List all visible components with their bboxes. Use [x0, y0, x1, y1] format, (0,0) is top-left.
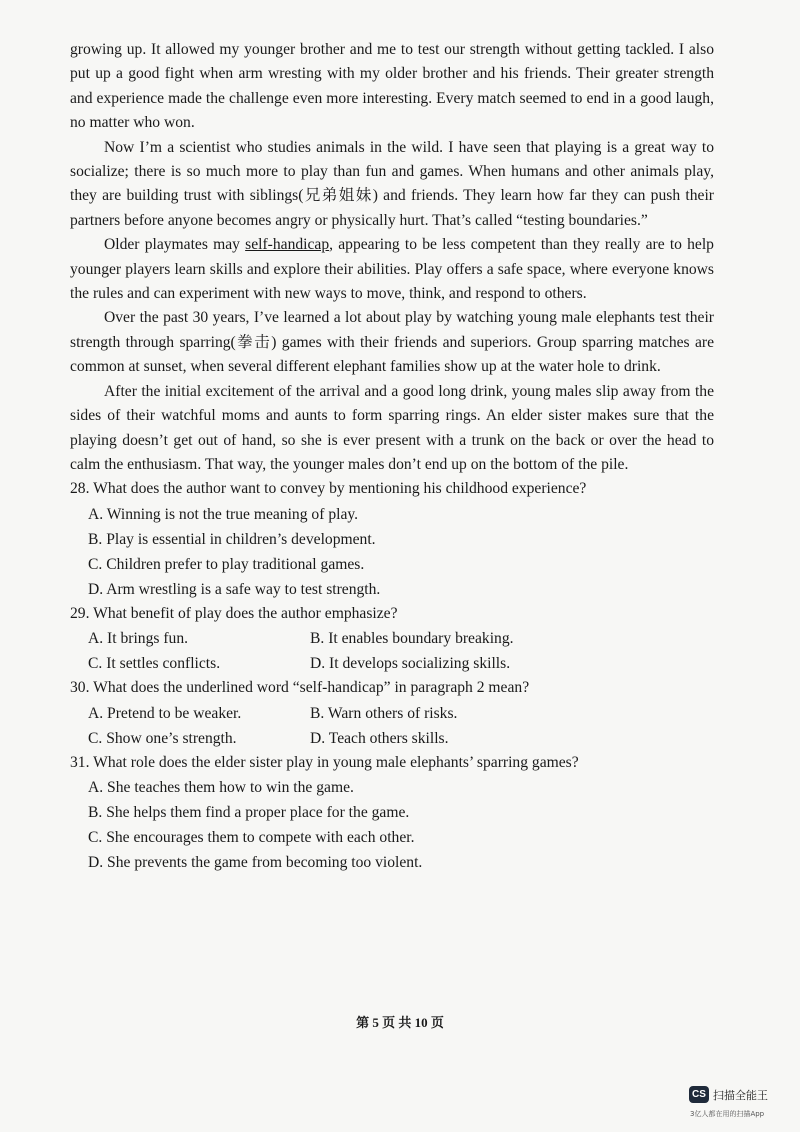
question-stem: 30. What does the underlined word “self-handicap” in paragraph 2 mean?	[70, 679, 530, 697]
option-b: B. She helps them find a proper place for the game.	[88, 803, 410, 821]
passage-text: Older playmates may	[104, 236, 246, 254]
question-30	[70, 676, 714, 750]
option-b: B. Warn others of risks.	[310, 704, 458, 722]
option-list	[70, 701, 714, 751]
exam-page	[70, 38, 714, 875]
option-a: A. Pretend to be weaker.	[88, 704, 242, 722]
option-a: A. It brings fun.	[88, 630, 189, 648]
option-row	[88, 726, 714, 751]
option-c: C. She encourages them to compete with each other.	[88, 828, 415, 846]
option-list	[70, 775, 714, 875]
passage-paragraph: Now I’m a scientist who studies animals in the wild. I have seen that playing is a great way to socialize; there is so much more to play than fun and games. When humans and other animals play, they are building trust with siblings(兄弟姐妹) and friends. They learn how far they can push their partners before anyone becomes angry or physically hurt. That’s called “testing boundaries.”	[70, 138, 714, 229]
question-stem: 29. What benefit of play does the author emphasize?	[70, 604, 398, 622]
passage-paragraph: Over the past 30 years, I’ve learned a lot about play by watching young male elephants test their strength through sparring(拳击) games with their friends and superiors. Group sparring matches are common at sunset, when several different elephant families show up at the water hole to drink.	[70, 309, 714, 376]
option-b: B. It enables boundary breaking.	[310, 630, 514, 648]
question-stem: 28. What does the author want to convey by mentioning his childhood experience?	[70, 480, 587, 498]
question-28	[70, 477, 714, 601]
option-c: C. Children prefer to play traditional games.	[88, 555, 365, 573]
scanner-tagline: 3亿人都在用的扫描App	[690, 1110, 765, 1118]
camscanner-logo-icon: CS	[689, 1086, 709, 1103]
passage-paragraph	[70, 233, 714, 306]
option-list	[70, 502, 714, 602]
question-29	[70, 602, 714, 676]
option-b: B. Play is essential in children’s development.	[88, 530, 376, 548]
question-stem: 31. What role does the elder sister play in young male elephants’ sparring games?	[70, 753, 579, 771]
passage-paragraph: After the initial excitement of the arrival and a good long drink, young males slip away from the sides of their watchful moms and aunts to form sparring rings. An elder sister makes sure that the playing doesn’t get out of hand, so she is ever present with a trunk on the back or over the head to calm the enthusiasm. That way, the younger males don’t end up on the bottom of the pile.	[70, 382, 714, 473]
option-a: A. She teaches them how to win the game.	[88, 778, 354, 796]
option-d: D. It develops socializing skills.	[310, 655, 511, 673]
option-c: C. Show one’s strength.	[88, 729, 237, 747]
page-number: 第 5 页 共 10 页	[356, 1015, 444, 1030]
option-row	[88, 626, 714, 651]
scanner-watermark	[689, 1086, 768, 1103]
option-d: D. She prevents the game from becoming too violent.	[88, 853, 423, 871]
underlined-word: self-handicap	[245, 236, 330, 254]
option-c: C. It settles conflicts.	[88, 655, 221, 673]
option-row	[88, 701, 714, 726]
passage-text: , appearing to be less competent than they really are to help younger players learn skills and explore their abilities. Play offers a safe space, where everyone knows the rules and can experiment with new ways to move, think, and respond to others.	[70, 236, 714, 303]
option-d: D. Teach others skills.	[310, 729, 449, 747]
question-31	[70, 751, 714, 875]
option-a: A. Winning is not the true meaning of play.	[88, 505, 359, 523]
scanner-app-name: 扫描全能王	[713, 1088, 768, 1102]
option-d: D. Arm wrestling is a safe way to test strength.	[88, 580, 381, 598]
passage-paragraph: growing up. It allowed my younger brother and me to test our strength without getting tackled. I also put up a good fight when arm wresting with my older brother and his friends. Their greater strength and experience made the challenge even more interesting. Every match seemed to end in a good laugh, no matter who won.	[70, 41, 714, 132]
option-row	[88, 651, 714, 676]
option-list	[70, 626, 714, 676]
